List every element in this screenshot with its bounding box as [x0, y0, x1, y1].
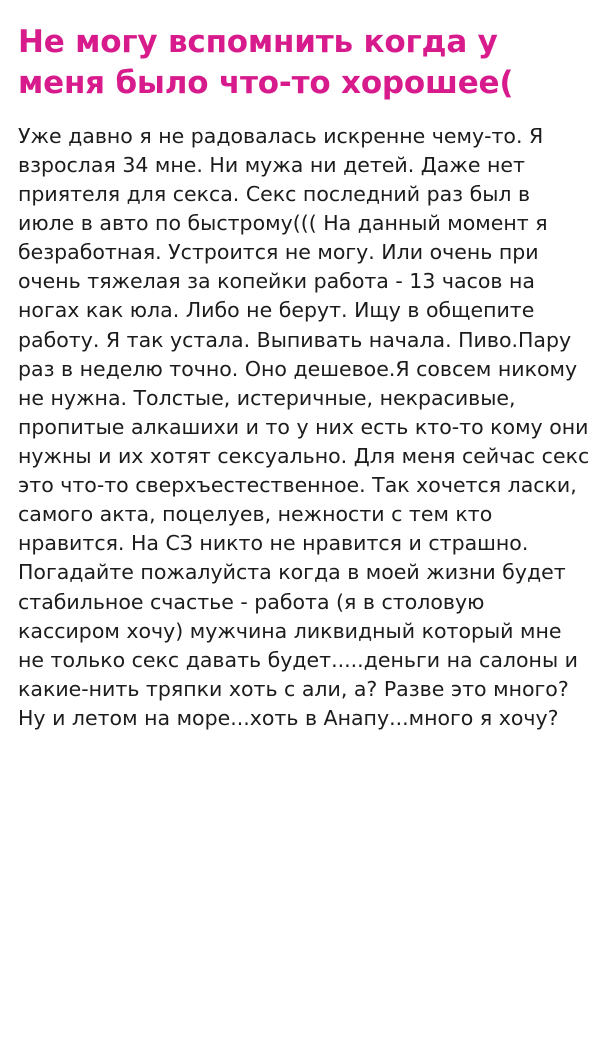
post-title: Не могу вспомнить когда у меня было что-то хорошее( [18, 24, 514, 101]
post-body-text: Уже давно я не радовалась искренне чему-то. Я взрослая 34 мне. Ни мужа ни детей. Даже нет приятеля для секса. Секс последний раз был в июле в авто по быстрому((( На данный момент я безработная. Устроится не могу. Или очень при очень тяжелая за копейки работа - 13 часов на ногах как юла. Либо не берут. Ищу в общепите работу. Я так устала. Выпивать начала. Пиво.Пару раз в неделю точно. Оно дешевое.Я совсем никому не нужна. Толстые, истеричные, некрасивые, пропитые алкашихи и то у них есть кто-то кому они нужны и их хотят сексуально. Для меня сейчас секс это что-то сверхъестественное. Так хочется ласки, самого акта, поцелуев, нежности с тем кто нравится. На СЗ никто не нравится и страшно. Погадайте пожалуйста когда в моей жизни будет стабильное счастье - работа (я в столовую кассиром хочу) мужчина ликвидный который мне не только секс давать будет.....деньги на салоны и какие-нить тряпки хоть с али, а? Разве это много? Ну и летом на море...хоть в Анапу...много я хочу? [18, 123, 590, 730]
